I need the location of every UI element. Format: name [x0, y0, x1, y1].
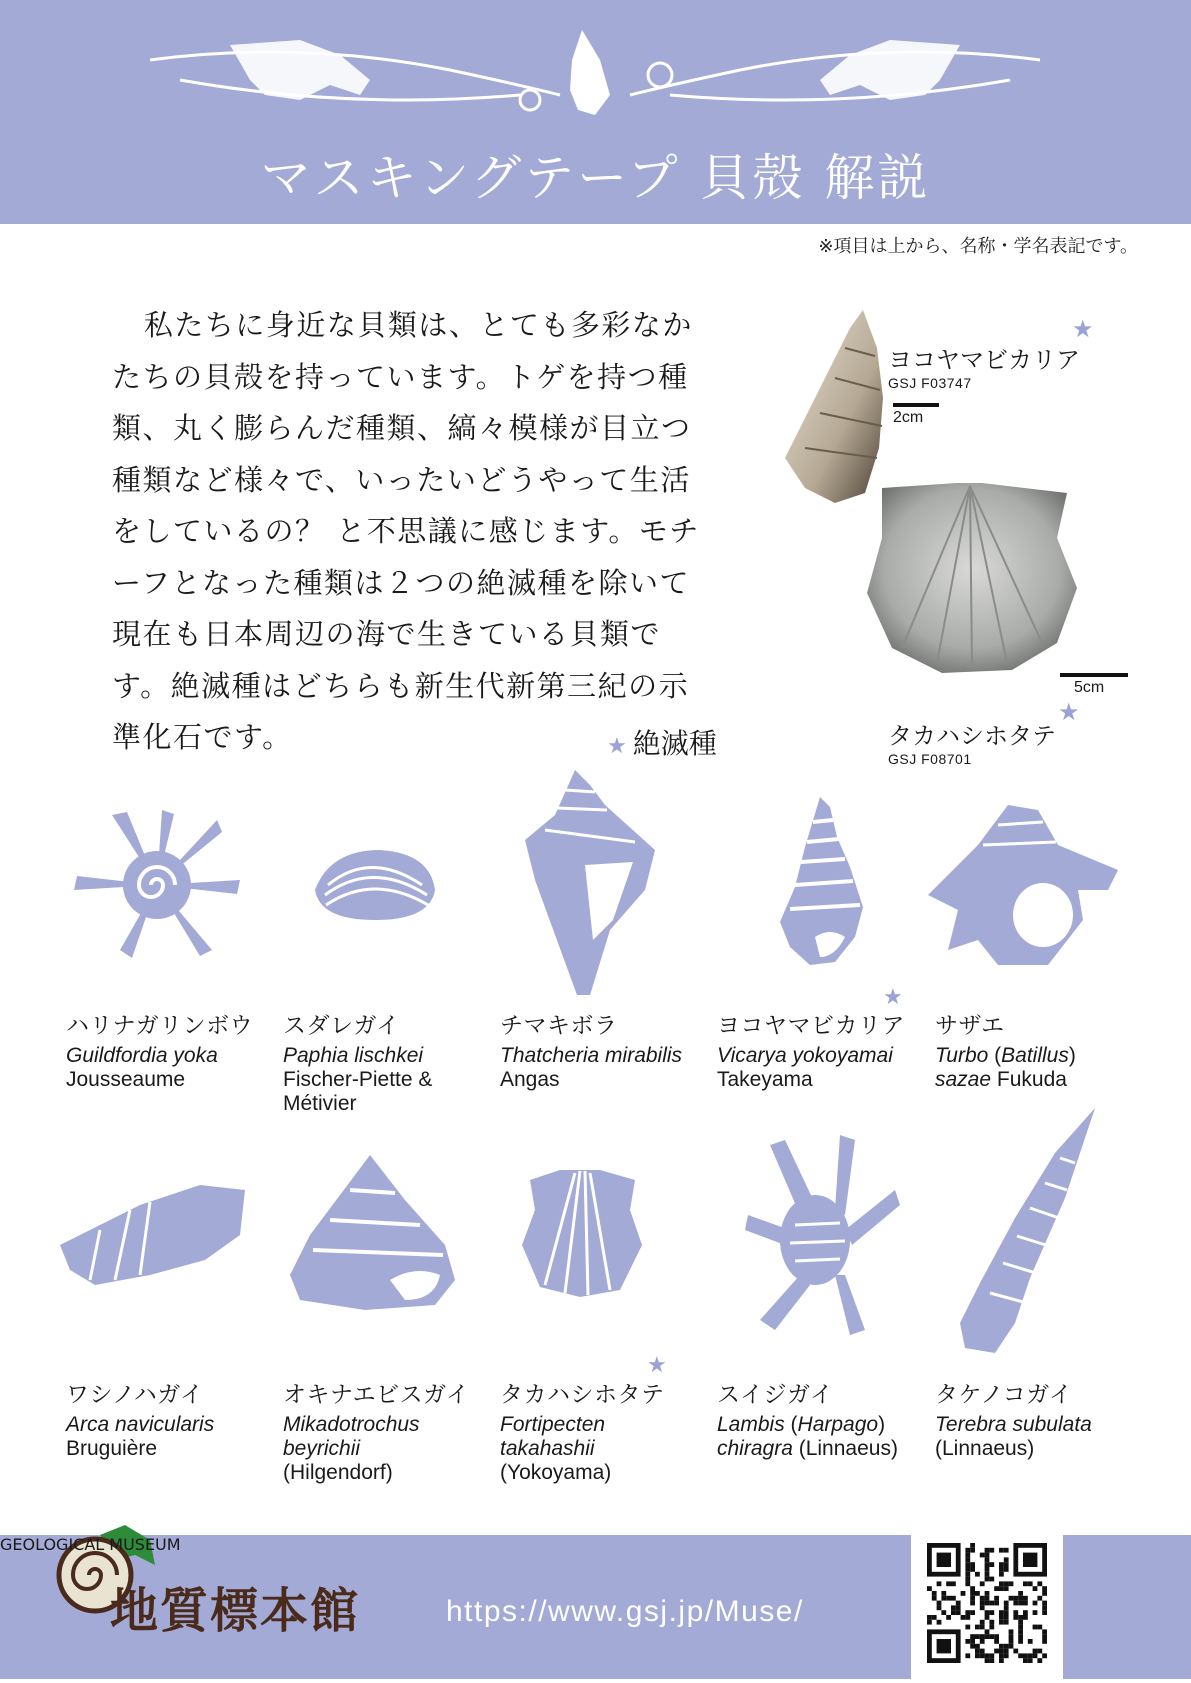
species-sci-name: Arca navicularis [66, 1413, 215, 1436]
species-jp-name: チマキボラ [500, 1013, 618, 1039]
vicarya-photo-id: GSJ F03747 [888, 375, 972, 391]
scale-label: 2cm [893, 409, 924, 426]
species-jp-name: ヨコヤマビカリア [717, 1013, 905, 1039]
fortipecten-photo-id: GSJ F08701 [888, 751, 972, 767]
museum-url-link[interactable]: https://www.gsj.jp/Muse/ [446, 1595, 804, 1628]
species-vicarya [717, 1014, 937, 1092]
extinct-legend [607, 722, 717, 762]
species-jp-name: ワシノハガイ [66, 1382, 204, 1408]
species-jp-name: オキナエビスガイ [283, 1382, 470, 1408]
turbo-shell-icon [928, 800, 1123, 970]
species-author: (Yokoyama) [500, 1461, 612, 1484]
star-icon: ★ [883, 985, 903, 1010]
species-guildfordia [66, 1014, 281, 1092]
species-jp-name: タカハシホタテ [500, 1382, 665, 1408]
guildfordia-shell-icon [72, 810, 242, 960]
species-terebra [935, 1383, 1145, 1461]
species-author: Takeyama [717, 1068, 813, 1091]
species-subgenus: Batillus [1001, 1044, 1069, 1067]
species-author: (Linnaeus) [935, 1437, 1035, 1460]
species-author: Fischer-Piette & Métivier [283, 1068, 433, 1115]
thatcheria-shell-icon [525, 770, 660, 1000]
species-jp-name: タケノコガイ [935, 1382, 1073, 1408]
species-jp-name: サザエ [935, 1013, 1005, 1039]
star-icon: ★ [607, 734, 627, 759]
species-thatcheria [500, 1014, 715, 1092]
species-author: Angas [500, 1068, 560, 1091]
species-author: Jousseaume [66, 1068, 186, 1091]
museum-name-jp[interactable]: 地質標本館 [110, 1583, 361, 1639]
species-lambis: スイジガイ Lambis (Harpago) chiragra (Linnaeus) [717, 1383, 937, 1461]
species-jp-name: スイジガイ [717, 1382, 834, 1408]
mikadotrochus-shell-icon [285, 1155, 460, 1315]
star-icon: ★ [1058, 698, 1080, 726]
species-turbo: サザエ Turbo (Batillus) sazae Fukuda [935, 1014, 1135, 1092]
species-author: (Hilgendorf) [283, 1461, 393, 1484]
intro-paragraph: 私たちに身近な貝類は、とても多彩なかたちの貝殻を持っています。トゲを持つ種類、丸く膨らんだ種類、縞々模様が目立つ種類など様々で、いったいどうやって生活をしているの？ と不思議に感じます。モチーフとなった種類は２つの絶滅種を除いて現在も日本周辺の海で生きている貝類です。絶滅種はどちらも新生代新第三紀の示準化石です。 [112, 308, 700, 754]
species-jp-name: ハリナガリンボウ [66, 1013, 254, 1039]
species-paphia [283, 1014, 498, 1116]
species-sci-name: Guildfordia yoka [66, 1044, 218, 1067]
terebra-shell-icon [955, 1108, 1095, 1358]
species-author: (Linnaeus) [798, 1437, 898, 1460]
fortipecten-shell-icon [520, 1165, 645, 1300]
species-author: Fukuda [996, 1068, 1067, 1091]
species-epithet: sazae [935, 1068, 992, 1091]
fortipecten-photo [862, 478, 1087, 678]
species-sci-name: Paphia lischkei [283, 1044, 424, 1067]
fortipecten-photo-label [888, 716, 1056, 767]
legend-label: 絶滅種 [632, 727, 717, 760]
species-mikadotrochus [283, 1383, 498, 1485]
fortipecten-photo-name: タカハシホタテ [888, 722, 1056, 750]
vicarya-photo-label [888, 340, 1080, 391]
note-text: ※項目は上から、名称・学名表記です。 [818, 236, 1138, 257]
scale-bar-5cm [1060, 673, 1128, 697]
species-sci-name: Lambis [717, 1413, 785, 1436]
vicarya-shell-icon [775, 797, 870, 967]
header-band [0, 0, 1191, 224]
fossil-ornament-illustration [0, 0, 1191, 130]
scale-line [893, 403, 939, 407]
species-arca [66, 1383, 281, 1461]
species-sci-name: Fortipecten takahashii [500, 1413, 606, 1460]
scale-label: 5cm [1074, 679, 1105, 696]
scale-line [1060, 673, 1128, 677]
species-sci-name: Turbo [935, 1044, 989, 1067]
qr-code-icon [911, 1527, 1063, 1679]
museum-name-en: GEOLOGICAL MUSEUM [0, 1535, 181, 1554]
star-icon: ★ [647, 1353, 667, 1378]
species-author: Bruguière [66, 1437, 158, 1460]
page-title: マスキングテープ 貝殻 解説 [260, 149, 931, 207]
vicarya-photo-name: ヨコヤマビカリア [888, 346, 1080, 374]
species-epithet: chiragra [717, 1437, 793, 1460]
scale-bar-2cm [893, 403, 939, 427]
qr-code[interactable] [911, 1527, 1063, 1679]
star-icon: ★ [1072, 315, 1094, 343]
species-sci-name: Vicarya yokoyamai [717, 1044, 893, 1067]
arca-shell-icon [60, 1180, 250, 1290]
species-sci-name: Thatcheria mirabilis [500, 1044, 683, 1067]
species-sci-name: Terebra subulata [935, 1413, 1092, 1436]
species-sci-name: Mikadotrochus beyrichii [283, 1413, 420, 1460]
species-subgenus: Harpago [797, 1413, 879, 1436]
lambis-shell-icon [740, 1135, 900, 1335]
species-fortipecten [500, 1383, 715, 1485]
species-jp-name: スダレガイ [283, 1013, 400, 1039]
paphia-shell-icon [310, 845, 440, 925]
